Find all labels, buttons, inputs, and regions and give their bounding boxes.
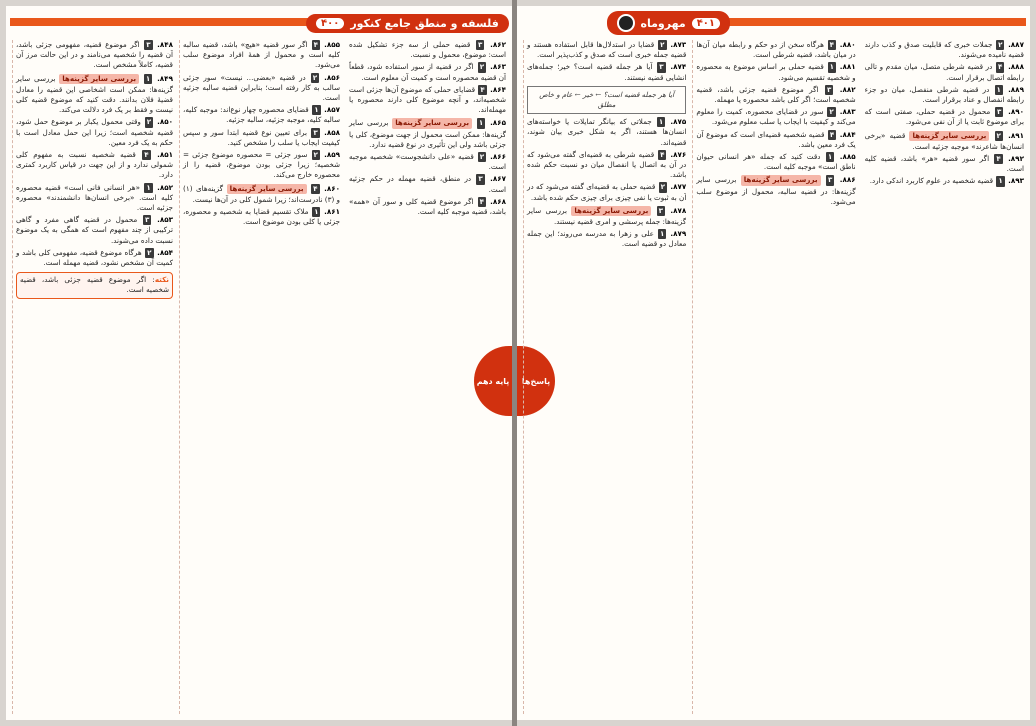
answer-text: قضیه شخصیه نسبت به مفهوم کلی شمولی ندارد و از این جهت در قیاس کاربرد کمتری دارد. (16, 150, 173, 180)
option-tag: ۳ (144, 215, 150, 225)
answer-number: ۸۶۳. (490, 62, 506, 72)
answer-number: ۸۹۲. (1008, 154, 1024, 164)
review-heading: بررسی سایر گزینه‌ها (392, 118, 472, 128)
review-heading: بررسی سایر گزینه‌ها (571, 206, 651, 216)
review-heading: بررسی سایر گزینه‌ها (227, 184, 307, 194)
option-tag: ۴ (829, 40, 835, 49)
answer-text: اگر موضوع قضیه، مفهومی جزئی باشد، آن قضیه را شخصیه می‌نامند و در این حالت مرز آن قضیه، کاملاً مشخص است. (16, 40, 173, 70)
answer-item (16, 117, 173, 148)
answer-item (349, 62, 506, 82)
answer-number: ۸۵۷. (324, 105, 340, 115)
answer-number: ۸۷۸. (670, 205, 687, 215)
answer-text: سور جزئی = محصوره موضوع جزئی = شخصیه؛ زیرا جزئی بودن موضوع، قضیه را از محصوره خارج می‌کند. (183, 150, 340, 180)
left-page (6, 6, 512, 720)
answer-item (696, 130, 855, 150)
review-heading: بررسی سایر گزینه‌ها (909, 131, 989, 141)
option-tag: ۱ (827, 152, 833, 162)
answer-item (349, 40, 506, 60)
answer-item (527, 62, 686, 82)
answer-number: ۸۷۷. (670, 182, 687, 192)
answer-number: ۸۵۰. (157, 117, 173, 127)
answer-item (183, 73, 340, 104)
column (523, 40, 686, 714)
option-tag: ۳ (996, 107, 1002, 117)
handwritten-diagram: آیا هر جمله قضیه است؟ ← خیر ← عام و خاص مطلق (527, 86, 686, 114)
option-tag: ۳ (313, 127, 318, 137)
option-tag: ۲ (660, 182, 666, 192)
option-tag: ۳ (659, 62, 664, 72)
page-header (306, 12, 508, 34)
option-tag: ۲ (146, 117, 152, 127)
option-tag: ۱ (658, 117, 664, 127)
answer-item (349, 85, 506, 116)
page-header (521, 12, 730, 34)
answer-text: گزینه‌های (۱) و (۳) نادرست‌اند؛ زیرا شمول کلی در آن‌ها نیست. (183, 183, 340, 204)
answer-item (696, 85, 855, 105)
answer-item (349, 152, 506, 172)
option-tag: ۳ (478, 174, 483, 184)
option-tag: ۲ (996, 130, 1001, 140)
answer-text: «هر انسانی فانی است» قضیه محصوره کلیه است. «برخی انسان‌ها دانشمندند» محصوره جزئیه است. (16, 182, 173, 213)
answer-item (865, 62, 1024, 82)
answer-number: ۸۵۶. (324, 72, 340, 82)
answer-item (865, 154, 1024, 174)
answer-text: قضیه حملی از سه جزء تشکیل شده است: موضوع، محمول و نسبت. (349, 40, 506, 60)
answer-text: جملات خبری که قابلیت صدق و کذب دارند قضیه نامیده می‌شوند. (864, 40, 1024, 60)
option-tag: ۴ (313, 40, 318, 49)
answer-item (349, 197, 506, 217)
option-tag: ۴ (829, 129, 835, 139)
answer-number: ۸۶۰. (324, 183, 340, 193)
columns (523, 40, 1024, 714)
answer-text: اگر سور قضیه «هیچ» باشد، قضیه سالبه کلیه است و محمول از همهٔ افراد موضوع سلب می‌شود. (183, 40, 340, 70)
option-tag: ۴ (313, 183, 318, 193)
answer-number: ۸۵۱. (157, 150, 173, 160)
answer-text: محمول در قضیه گاهی مفرد و گاهی ترکیبی از چند مفهوم است که همگی به یک موضوع نسبت داده می‌شوند. (16, 215, 173, 245)
answer-item (696, 62, 855, 82)
answer-text: دقت کنید که جمله «هر انسانی حیوان ناطق است» موجبه کلیه است. (696, 152, 856, 172)
answer-number: ۸۷۶. (670, 149, 687, 159)
header-strip (10, 18, 310, 26)
answer-text: آیا هر جمله قضیه است؟ خیر؛ جمله‌های انشایی قضیه نیستند. (527, 62, 687, 82)
answer-item (865, 107, 1024, 127)
answer-item (865, 176, 1024, 186)
answer-item (696, 107, 855, 127)
answer-number: ۸۶۲. (490, 40, 506, 49)
column (179, 40, 340, 714)
note-text: اگر موضوع قضیه جزئی باشد، قضیه شخصیه است. (20, 275, 169, 295)
option-tag: ۴ (660, 149, 665, 159)
option-tag: ۳ (478, 40, 483, 49)
answer-text: اگر سور قضیه «هر» باشد، قضیه کلیه است. (864, 154, 1024, 174)
option-tag: ۳ (658, 205, 664, 215)
option-tag: ۱ (829, 62, 834, 72)
answer-number: ۸۹۳. (1008, 176, 1024, 186)
answer-item (183, 150, 340, 181)
answer-item (865, 40, 1024, 60)
answer-number: ۸۸۸. (1008, 62, 1024, 72)
option-tag: ۲ (312, 72, 318, 82)
answer-number: ۸۶۷. (490, 174, 506, 184)
answer-item (16, 150, 173, 181)
answer-text: هرگاه سخن از دو حکم و رابطه میان آن‌ها در میان باشد، قضیه شرطی است. (696, 40, 856, 60)
answer-item (696, 174, 855, 207)
option-tag: ۱ (314, 207, 319, 217)
answer-text: قضایای حملی که موضوع آن‌ها جزئی است شخصیه‌اند، و آنچه موضوع کلی دارند محصوره یا مهمله‌اند. (349, 84, 506, 115)
answer-item (696, 40, 855, 60)
answer-text: قضیه حملی به قضیه‌ای گفته می‌شود که در آن به ثبوت یا نفی چیزی برای چیزی حکم شده باشد. (527, 182, 687, 202)
answer-item (527, 150, 686, 181)
answer-number: ۸۷۴. (670, 62, 687, 72)
answer-number: ۸۹۰. (1008, 107, 1024, 117)
answer-number: ۸۷۹. (670, 229, 687, 239)
answer-text: در منطق، قضیه مهمله در حکم جزئیه است. (349, 174, 506, 194)
answer-text: جملاتی که بیانگر تمایلات یا خواسته‌های انسان‌ها هستند، اگر به شکل خبری بیان شوند، قضیه‌اند. (527, 117, 687, 147)
option-tag: ۱ (145, 73, 151, 83)
answer-item (183, 40, 340, 71)
note-box: نکته: اگر موضوع قضیه جزئی باشد، قضیه شخصیه است. (16, 272, 173, 298)
answer-item (183, 105, 340, 125)
option-tag: ۴ (996, 154, 1001, 164)
answer-text: اگر در قضیه از سور استفاده شود، قطعاً آن قضیه محصوره است و کمیت آن معلوم است. (349, 62, 506, 82)
answer-text: قضیه «علی دانشجوست» شخصیه موجبه است. (349, 152, 506, 172)
option-tag: ۲ (829, 107, 834, 117)
answer-text: علی و زهرا به مدرسه می‌روند؛ این جمله معادل دو قضیه است. (527, 229, 687, 249)
answer-item (183, 183, 340, 205)
side-tab-label: پاسخ‌ها (521, 376, 551, 386)
header-strip (726, 18, 1026, 26)
option-tag: ۴ (998, 62, 1003, 72)
option-tag: ۳ (826, 84, 832, 94)
answer-item (349, 117, 506, 150)
column (12, 40, 173, 714)
answer-text: قضیه شخصیه در علوم کاربرد اندکی دارد. (869, 176, 994, 186)
page-title: مهروماه (640, 16, 686, 30)
answer-text: بررسی سایر گزینه‌ها: جمله پرسشی و امری قضیه نیستند. (527, 205, 687, 227)
option-tag: ۱ (314, 105, 319, 115)
answer-text: قضیه «برخی انسان‌ها شاعرند» موجبه جزئیه است. (864, 130, 1024, 151)
answer-number: ۸۸۳. (839, 107, 856, 117)
answer-number: ۸۸۲. (839, 84, 856, 94)
answer-item (865, 130, 1024, 152)
answer-text: برای تعیین نوع قضیه ابتدا سور و سپس کیفیت ایجاب یا سلب را مشخص کنید. (183, 127, 340, 147)
answer-item (527, 182, 686, 202)
answer-text: قضایای محصوره چهار نوع‌اند: موجبه کلیه، سالبه کلیه، موجبه جزئیه، سالبه جزئیه. (183, 105, 340, 125)
answer-number: ۸۵۵. (324, 40, 340, 49)
option-tag: ۱ (478, 118, 484, 128)
answer-text: ملاک تقسیم قضایا به شخصیه و محصوره، جزئی یا کلی بودن موضوع است. (183, 207, 340, 227)
answer-text: قضیه حملی بر اساس موضوع به محصوره و شخصیه تقسیم می‌شود. (696, 62, 856, 82)
option-tag: ۲ (313, 150, 318, 160)
answer-item (349, 174, 506, 194)
answer-text: وقتی محمول یکبار بر موضوع حمل شود، قضیه شخصیه است؛ زیرا این حمل معادل است با حکم به یک فرد معین. (16, 117, 173, 147)
answer-text: بررسی سایر گزینه‌ها: در قضیه سالبه، محمول از موضوع سلب می‌شود. (696, 175, 856, 206)
publisher-logo-icon (617, 14, 635, 32)
option-tag: ۲ (147, 247, 152, 257)
answer-item (16, 215, 173, 246)
column (862, 40, 1024, 714)
answer-text: قضیه شخصیه قضیه‌ای است که موضوع آن یک فرد معین باشد. (696, 129, 856, 149)
note-title: نکته (154, 275, 169, 285)
right-page (517, 6, 1030, 720)
header-pill (306, 14, 509, 33)
option-tag: ۲ (998, 40, 1003, 49)
columns (12, 40, 506, 714)
option-tag: ۴ (479, 196, 485, 206)
answer-text: بررسی سایر گزینه‌ها: ممکن است اشخاصی این قضیه را معادل قضیهٔ فلان بدانند. دقت کنید که موضوع قضیه کلی نیست و فقط بر یک فرد دلالت می‌کند. (16, 73, 173, 115)
answer-number: ۸۵۹. (324, 150, 340, 160)
option-tag: ۲ (479, 152, 485, 162)
answer-number: ۸۷۵. (670, 117, 687, 127)
answer-number: ۸۹۱. (1008, 130, 1024, 140)
answer-number: ۸۵۲. (157, 182, 173, 192)
answer-number: ۸۸۷. (1008, 40, 1024, 49)
answer-number: ۸۶۸. (490, 196, 506, 206)
answer-item (16, 183, 173, 214)
answer-number: ۸۸۰. (839, 40, 856, 49)
answer-text: در قضیه شرطی متصل، میان مقدم و تالی رابطه اتصال برقرار است. (864, 62, 1024, 82)
answer-number: ۸۶۶. (490, 152, 506, 162)
answer-item (527, 205, 686, 227)
answer-text: بررسی سایر گزینه‌ها: ممکن است محمول از جهت موضوع، کلی یا جزئی باشد ولی این تأثیری در نوع قضیه ندارد. (349, 118, 506, 149)
option-tag: ۲ (660, 40, 665, 49)
answer-number: ۸۸۶. (839, 175, 856, 185)
option-tag: ۱ (998, 176, 1003, 186)
answer-item (183, 207, 340, 227)
side-tab-label: پایه دهم (476, 376, 510, 386)
answer-number: ۸۷۳. (670, 40, 687, 49)
answer-number: ۸۵۳. (157, 215, 173, 225)
answer-item (527, 229, 686, 249)
option-tag: ۳ (146, 40, 151, 49)
answer-text: اگر موضوع قضیه جزئی باشد، قضیه شخصیه است؛ اگر کلی باشد محصوره یا مهمله. (696, 84, 856, 105)
answer-item (16, 248, 173, 268)
answer-number: ۸۴۸. (157, 40, 173, 49)
answer-number: ۸۴۹. (157, 73, 173, 83)
answer-item (16, 40, 173, 71)
answer-text: محمول در قضیه حملی، صفتی است که برای موضوع ثابت یا از آن نفی می‌شود. (864, 107, 1024, 127)
option-tag: ۴ (480, 84, 485, 94)
page-number: ۴۰۰ (316, 18, 344, 29)
answer-number: ۸۵۸. (324, 127, 340, 137)
option-tag: ۱ (996, 84, 1001, 94)
answer-item (696, 152, 855, 172)
column (346, 40, 506, 714)
option-tag: ۲ (479, 62, 485, 72)
answer-item (527, 40, 686, 60)
answer-text: هرگاه موضوع قضیه، مفهومی کلی باشد و کمیت آن مشخص نشود، قضیه مهمله است. (16, 247, 173, 268)
answer-text: اگر موضوع قضیه کلی و سور آن «همه» باشد، قضیه موجبه کلیه است. (349, 196, 506, 217)
review-heading: بررسی سایر گزینه‌ها (59, 74, 139, 84)
answer-item (865, 85, 1024, 105)
answer-number: ۸۸۴. (839, 129, 856, 139)
page-title: فلسفه و منطق جامع کنکور (350, 16, 499, 30)
review-heading: بررسی سایر گزینه‌ها (741, 175, 821, 185)
answer-item (183, 128, 340, 148)
header-pill (607, 11, 731, 35)
answer-text: در قضیه شرطی منفصل، میان دو جزء رابطه انفصال و عناد برقرار است. (864, 84, 1024, 105)
answer-number: ۸۸۱. (839, 62, 856, 72)
answer-number: ۸۶۱. (324, 207, 340, 217)
answer-text: قضایا در استدلال‌ها قابل استفاده هستند و قضیه جمله خبری است که صدق و کذب‌پذیر است. (527, 40, 687, 60)
answer-number: ۸۶۵. (490, 118, 506, 128)
answer-item (16, 73, 173, 116)
answer-item (527, 117, 686, 148)
page-number: ۴۰۱ (692, 18, 720, 29)
answer-number: ۸۵۴. (157, 247, 173, 257)
answer-text: سور در قضایای محصوره، کمیت را معلوم می‌کند و کیفیت با ایجاب یا سلب معلوم می‌شود. (696, 107, 856, 127)
answer-number: ۸۸۹. (1008, 84, 1024, 94)
answer-text: قضیه شرطی به قضیه‌ای گفته می‌شود که در آن به اتصال یا انفصال میان دو نسبت حکم شده باشد. (527, 149, 687, 180)
answer-number: ۸۸۵. (839, 152, 856, 162)
option-tag: ۴ (144, 150, 149, 160)
option-tag: ۱ (659, 229, 665, 239)
option-tag: ۳ (827, 175, 833, 185)
column (692, 40, 855, 714)
answer-text: در قضیه «بعضی... نیست» سور جزئی سالب به کار رفته است؛ بنابراین قضیه سالبه جزئیه است. (183, 72, 340, 103)
option-tag: ۱ (146, 182, 151, 192)
answer-number: ۸۶۴. (490, 84, 506, 94)
